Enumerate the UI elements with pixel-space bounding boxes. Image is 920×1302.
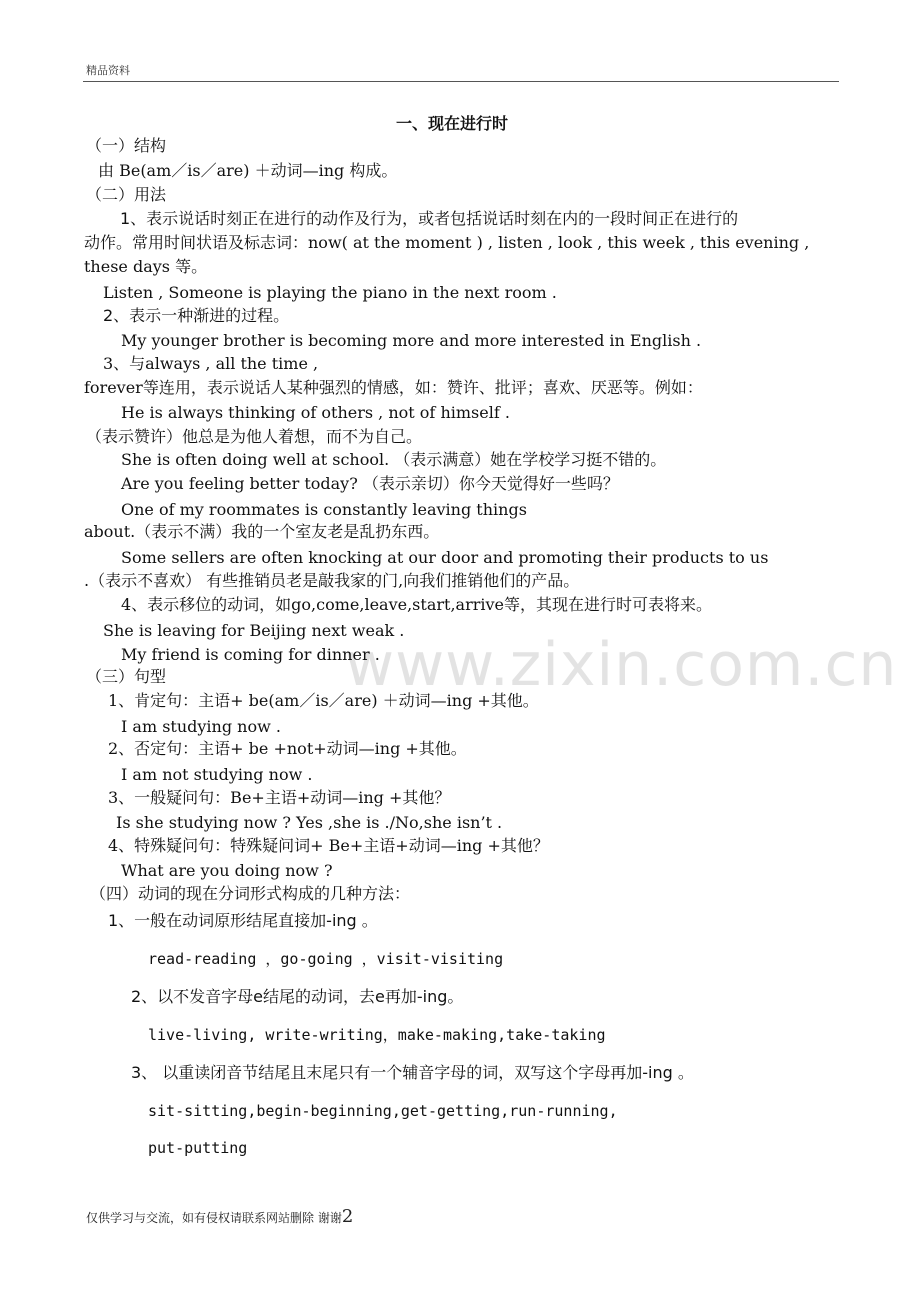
text-line: 由 Be(am／is／are) ＋动词—ing 构成。 bbox=[98, 161, 398, 180]
heading-participle-forms: （四）动词的现在分词形式构成的几种方法： bbox=[90, 884, 411, 903]
example-sentence: Is she studying now ? Yes ,she is ./No,she isn’t . bbox=[116, 813, 503, 832]
example-sentence: One of my roommates is constantly leaving things bbox=[121, 500, 527, 519]
section-title: 一、现在进行时 bbox=[396, 114, 509, 133]
page-header-label: 精品资料 bbox=[86, 64, 130, 77]
text-line: 2、以不发音字母e结尾的动词，去e再加-ing。 bbox=[131, 987, 464, 1006]
example-sentence: She is leaving for Beijing next weak . bbox=[103, 621, 405, 640]
example-sentence: Some sellers are often knocking at our door and promoting their products to us bbox=[121, 548, 769, 567]
header-divider bbox=[83, 81, 839, 82]
example-sentence: Listen , Someone is playing the piano in the next room . bbox=[103, 283, 557, 302]
text-line: 4、特殊疑问句：特殊疑问词+ Be+主语+动词—ing +其他？ bbox=[108, 836, 549, 855]
text-line: these days 等。 bbox=[84, 257, 208, 276]
text-line: 动作。常用时间状语及标志词：now( at the moment ) , listen , look , this week , this evening , bbox=[84, 233, 810, 252]
text-line: 1、表示说话时刻正在进行的动作及行为，或者包括说话时刻在内的一段时间正在进行的 bbox=[120, 209, 739, 228]
footer-text: 仅供学习与交流，如有侵权请联系网站删除 谢谢 bbox=[86, 1211, 342, 1225]
page-footer bbox=[86, 1207, 353, 1228]
heading-sentence-patterns: （三）句型 bbox=[86, 667, 167, 686]
text-line: 2、否定句：主语+ be +not+动词—ing +其他。 bbox=[108, 739, 467, 758]
example-sentence: What are you doing now ? bbox=[121, 861, 333, 880]
word-examples: live-living, write-writing，make-making,take-taking bbox=[148, 1026, 606, 1044]
heading-structure: （一）结构 bbox=[86, 136, 167, 155]
text-line: .（表示不喜欢） 有些推销员老是敲我家的门,向我们推销他们的产品。 bbox=[84, 571, 580, 590]
example-sentence: I am not studying now . bbox=[121, 765, 313, 784]
text-line: about.（表示不满）我的一个室友老是乱扔东西。 bbox=[84, 522, 440, 541]
page-number: 2 bbox=[341, 1206, 354, 1227]
word-examples: read-reading ，go-going ，visit-visiting bbox=[148, 950, 504, 968]
example-sentence: My younger brother is becoming more and more interested in English . bbox=[121, 331, 702, 350]
example-sentence: He is always thinking of others , not of himself . bbox=[121, 403, 510, 422]
word-examples: put-putting bbox=[148, 1139, 248, 1157]
example-sentence: I am studying now . bbox=[121, 717, 281, 736]
text-line: 2、表示一种渐进的过程。 bbox=[103, 306, 290, 325]
text-line: forever等连用，表示说话人某种强烈的情感，如：赞许、批评；喜欢、厌恶等。例如： bbox=[84, 378, 703, 397]
heading-usage: （二）用法 bbox=[86, 185, 167, 204]
text-line: （表示赞许）他总是为他人着想，而不为自己。 bbox=[86, 427, 423, 446]
example-sentence: Are you feeling better today? （表示亲切）你今天觉得好一些吗？ bbox=[121, 474, 619, 493]
text-line: 1、一般在动词原形结尾直接加-ing 。 bbox=[108, 911, 378, 930]
text-line: 4、表示移位的动词，如go,come,leave,start,arrive等，其现在进行时可表将来。 bbox=[121, 595, 712, 614]
example-sentence: My friend is coming for dinner . bbox=[121, 645, 380, 664]
text-line: 3、一般疑问句：Be+主语+动词—ing +其他？ bbox=[108, 788, 451, 807]
word-examples: sit-sitting,begin-beginning,get-getting,run-running, bbox=[148, 1102, 618, 1120]
text-line: 1、肯定句：主语+ be(am／is／are) ＋动词—ing +其他。 bbox=[108, 691, 539, 710]
example-sentence: She is often doing well at school. （表示满意）她在学校学习挺不错的。 bbox=[121, 450, 667, 469]
watermark: www.zixin.com.cn bbox=[345, 630, 898, 700]
text-line: 3、 以重读闭音节结尾且末尾只有一个辅音字母的词，双写这个字母再加-ing 。 bbox=[131, 1063, 694, 1082]
text-line: 3、与always , all the time , bbox=[103, 354, 319, 373]
